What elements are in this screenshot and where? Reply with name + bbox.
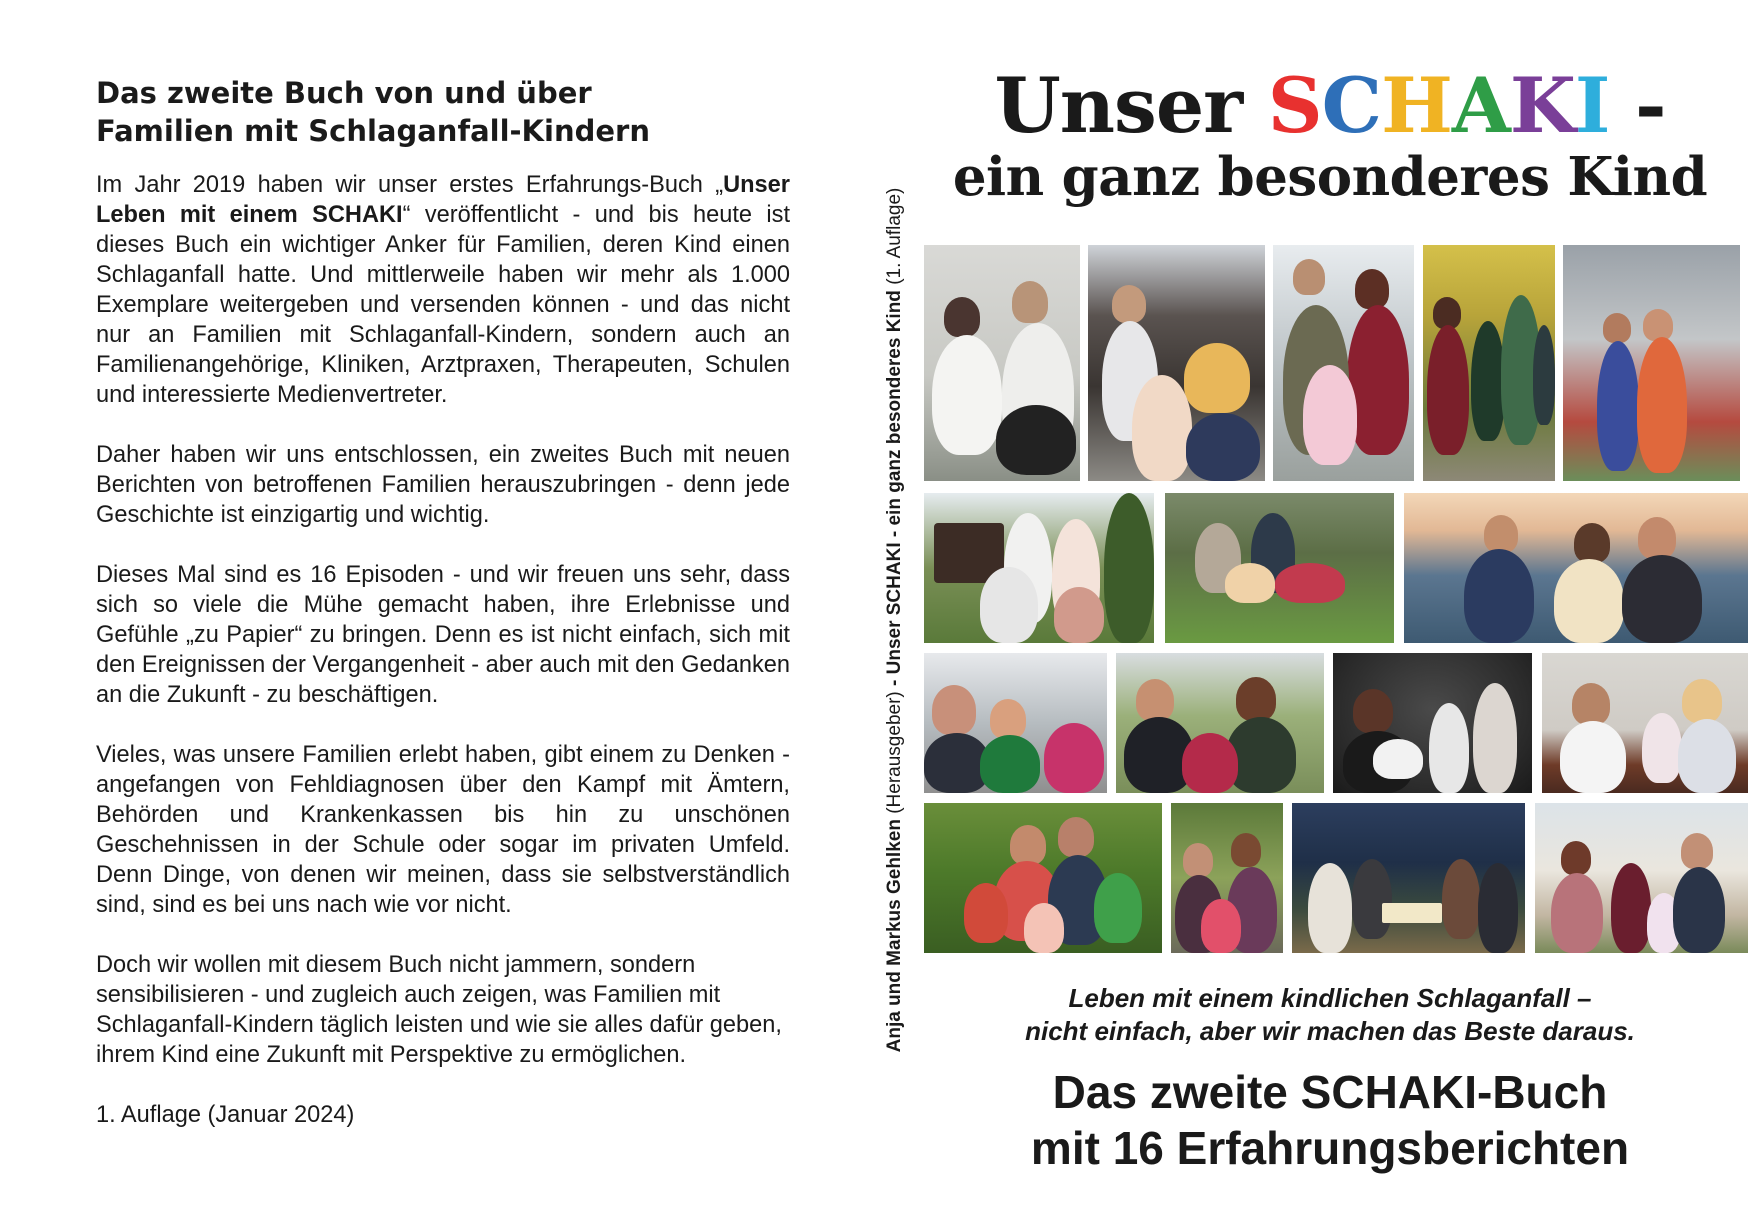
spine-role: (Herausgeber) [884, 691, 905, 820]
front-cover-subtitle: ein ganz besonderes Kind [952, 146, 1708, 208]
front-cover-title [915, 61, 1745, 150]
title-letter-h: H [1381, 61, 1452, 150]
family-photo-2 [1088, 245, 1265, 481]
front-cover-tagline [915, 982, 1745, 1048]
back-cover [96, 74, 790, 1130]
family-photo-5 [1563, 245, 1740, 481]
family-photo-3 [1273, 245, 1414, 481]
family-photo-16 [1535, 803, 1748, 953]
back-cover-heading [96, 74, 790, 150]
family-photo-15 [1292, 803, 1525, 953]
tagline-line2: nicht einfach, aber wir machen das Beste daraus. [1025, 1016, 1635, 1046]
back-cover-body [96, 170, 790, 1130]
spine-text [884, 150, 906, 1090]
title-letter-k: K [1509, 61, 1575, 150]
family-photo-8 [1404, 493, 1748, 643]
family-photo-4 [1423, 245, 1555, 481]
family-photo-12 [1542, 653, 1748, 793]
family-photo-1 [924, 245, 1080, 481]
title-letter-s: S [1267, 61, 1322, 150]
edition-note: 1. Auflage (Januar 2024) [96, 1102, 355, 1128]
paragraph-1 [96, 170, 790, 410]
spine-title: Unser SCHAKI - ein ganz besonderes Kind [884, 290, 905, 675]
book-title-line2: mit 16 Erfahrungsberichten [1030, 1122, 1630, 1174]
paragraph-1-text-a: Im Jahr 2019 haben wir unser erstes Erfahrungs-Buch „ [96, 172, 724, 198]
book-title-line1: Das zweite SCHAKI-Buch [1052, 1066, 1608, 1118]
paragraph-5: Doch wir wollen mit diesem Buch nicht jammern, sondern sensibilisieren - und zugleich auch zeigen, was Familien mit Schlaganfall-Kindern täglich leisten und wie sie alles dafür geben, ihrem Kind eine Zukunft mit Perspektive zu ermöglichen. [96, 952, 782, 1068]
paragraph-2: Daher haben wir uns entschlossen, ein zweites Buch mit neuen Berichten von betroffenen Familien herauszubringen - denn jede Geschichte ist einzigartig und wichtig. [96, 442, 790, 528]
title-suffix: - [1609, 61, 1666, 150]
title-letter-a: A [1451, 61, 1510, 150]
back-heading-line1: Das zweite Buch von und über [96, 76, 592, 110]
family-photo-14 [1171, 803, 1283, 953]
paragraph-1-text-b: “ veröffentlicht - und bis heute ist dieses Buch ein wichtiger Anker für Familien, deren Kind einen Schlaganfall hatte. Und mittlerweile haben wir mehr als 1.000 Exemplare weitergeben und versenden können - und das nicht nur an Familien mit Schlaganfall-Kindern, sondern auch an Familienangehörige, Kliniken, Arztpraxen, Therapeuten, Schulen und interessierte Medienvertreter. [96, 202, 791, 408]
title-prefix: Unser [994, 61, 1268, 150]
title-letter-c: C [1321, 61, 1382, 150]
spine-authors: Anja und Markus Gehlken [884, 819, 905, 1053]
family-photo-9 [924, 653, 1107, 793]
back-heading-line2: Familien mit Schlaganfall-Kindern [96, 114, 650, 148]
family-photo-10 [1116, 653, 1324, 793]
paragraph-4: Vieles, was unsere Familien erlebt haben, gibt einem zu Denken - angefangen von Fehldiagnosen über den Kampf mit Ämtern, Behörden und Krankenkassen bis hin zu unschönen Geschehnissen in der Schule oder sogar im privaten Umfeld. Denn Dinge, von denen wir meinen, dass sie selbstverständlich sind, sind es bei uns nach wie vor nicht. [96, 742, 790, 918]
family-photo-7 [1165, 493, 1394, 643]
family-photo-6 [924, 493, 1154, 643]
first-book-title: Unser Leben mit einem SCHAKI [96, 172, 790, 228]
tagline-line1: Leben mit einem kindlichen Schlaganfall – [1068, 983, 1592, 1013]
family-photo-11 [1333, 653, 1532, 793]
front-cover-book-title [915, 1064, 1745, 1176]
family-photo-13 [924, 803, 1162, 953]
spine-edition: (1. Auflage) [884, 187, 905, 291]
paragraph-3: Dieses Mal sind es 16 Episoden - und wir freuen uns sehr, dass sich so viele die Mühe gemacht haben, ihre Erlebnisse und Gefühle „zu Papier“ zu bringen. Denn es ist nicht einfach, sich mit den Ereignissen der Vergangenheit - aber auch mit den Gedanken an die Zukunft - zu beschäftigen. [96, 562, 790, 708]
book-spine [878, 150, 912, 1090]
spine-separator: - [884, 674, 905, 692]
title-letter-i: I [1574, 61, 1610, 150]
